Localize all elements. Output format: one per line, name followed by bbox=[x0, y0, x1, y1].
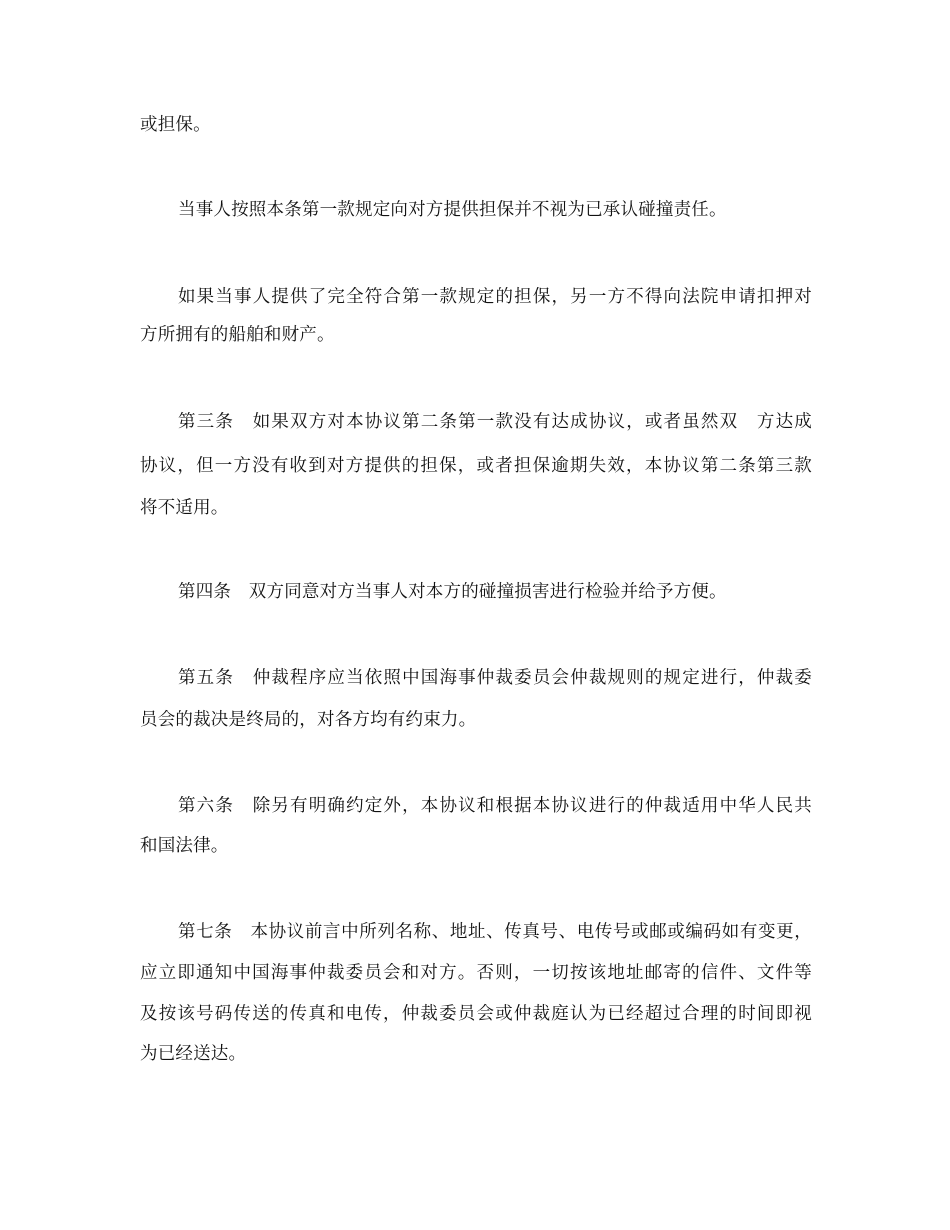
article-7-line: 第七条 本协议前言中所列名称、地址、传真号、电传号或邮或编码如有变更， bbox=[178, 922, 812, 942]
paragraph-line: 或担保。 bbox=[140, 115, 211, 135]
article-6-line: 第六条 除另有明确约定外，本协议和根据本协议进行的仲裁适用中华人民共 bbox=[178, 796, 812, 816]
article-3-line: 将不适用。 bbox=[140, 498, 229, 518]
article-7-line: 应立即通知中国海事仲裁委员会和对方。否则，一切按该地址邮寄的信件、文件等 bbox=[140, 963, 812, 983]
article-5-line: 员会的裁决是终局的，对各方均有约束力。 bbox=[140, 710, 477, 730]
article-3-line: 协议，但一方没有收到对方提供的担保，或者担保逾期失效，本协议第二条第三款 bbox=[140, 456, 812, 476]
article-5-line: 第五条 仲裁程序应当依照中国海事仲裁委员会仲裁规则的规定进行，仲裁委 bbox=[178, 668, 812, 688]
article-7-line: 及按该号码传送的传真和电传，仲裁委员会或仲裁庭认为已经超过合理的时间即视 bbox=[140, 1004, 812, 1024]
paragraph-line: 当事人按照本条第一款规定向对方提供担保并不视为已承认碰撞责任。 bbox=[178, 200, 727, 220]
article-3-line: 第三条 如果双方对本协议第二条第一款没有达成协议，或者虽然双 方达成 bbox=[178, 412, 812, 432]
paragraph-line: 方所拥有的船舶和财产。 bbox=[140, 325, 335, 345]
article-7-line: 为已经送达。 bbox=[140, 1044, 247, 1064]
paragraph-line: 如果当事人提供了完全符合第一款规定的担保，另一方不得向法院申请扣押对 bbox=[178, 287, 812, 307]
article-6-line: 和国法律。 bbox=[140, 836, 229, 856]
article-4-line: 第四条 双方同意对方当事人对本方的碰撞损害进行检验并给予方便。 bbox=[178, 582, 727, 602]
